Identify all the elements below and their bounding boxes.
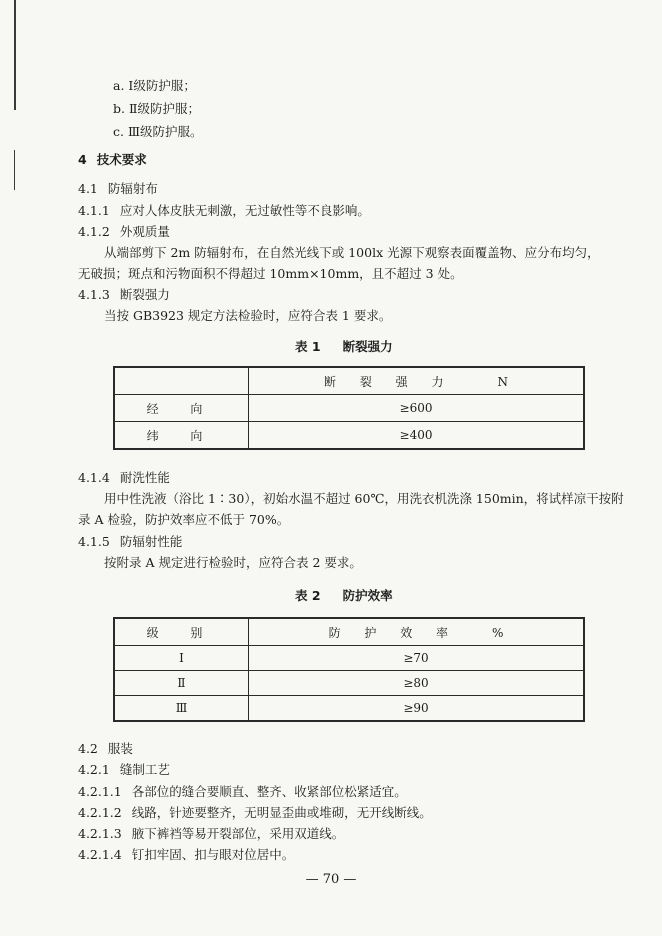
page-number: — 70 — <box>305 872 357 887</box>
row-value: ≥80 <box>249 671 585 696</box>
table-row <box>114 696 584 722</box>
clause-heading <box>78 762 170 778</box>
header-cell <box>114 367 249 395</box>
clause-number: 4.1.2 <box>78 224 110 239</box>
paragraph-line: 用中性洗液（浴比 1∶30），初始水温不超过 60℃，用洗衣机洗涤 150min，将试样凉干按附 <box>104 491 624 506</box>
list-item: b. Ⅱ级防护服； <box>113 101 200 116</box>
clause-title: 防辐射布 <box>107 181 158 196</box>
clause-number: 4.2.1.4 <box>78 847 122 862</box>
clause-number: 4.1.4 <box>78 470 110 485</box>
protection-efficiency-table <box>113 617 585 722</box>
table-row <box>114 395 584 422</box>
clause-number: 4.1.1 <box>78 203 110 218</box>
section-number: 4 <box>78 152 87 167</box>
clause-text: 钉扣牢固、扣与眼对位居中。 <box>131 847 295 862</box>
clause <box>78 805 432 821</box>
clause-title: 防辐射性能 <box>119 534 183 549</box>
section-title: 技术要求 <box>96 152 147 167</box>
clause-title: 缝制工艺 <box>119 762 170 777</box>
clause-number: 4.2 <box>78 741 98 756</box>
scan-edge-mark <box>14 0 16 110</box>
scan-edge-mark <box>14 150 15 190</box>
clause-number: 4.1.3 <box>78 287 110 302</box>
row-value: ≥90 <box>249 696 585 722</box>
table-row <box>114 671 584 696</box>
row-label: 纬 向 <box>114 422 249 450</box>
clause-heading <box>78 287 170 303</box>
table-header-row <box>114 367 584 395</box>
header-cell: 防 护 效 率 % <box>249 618 585 646</box>
table-row <box>114 422 584 450</box>
paragraph-line: 当按 GB3923 规定方法检验时，应符合表 1 要求。 <box>104 308 392 323</box>
clause <box>78 203 370 219</box>
clause-number: 4.1 <box>78 181 98 196</box>
table-title: 断裂强力 <box>342 339 393 354</box>
clause-number: 4.1.5 <box>78 534 110 549</box>
table-number: 表 1 <box>295 339 321 354</box>
row-value: ≥400 <box>249 422 585 450</box>
table-title: 防护效率 <box>342 588 393 603</box>
clause-number: 4.2.1.3 <box>78 826 122 841</box>
row-value: ≥600 <box>249 395 585 422</box>
clause-text: 各部位的缝合要顺直、整齐、收紧部位松紧适宜。 <box>131 784 407 799</box>
clause-title: 耐洗性能 <box>119 470 170 485</box>
list-item: c. Ⅲ级防护服。 <box>113 124 203 139</box>
paragraph-line: 无破损；斑点和污物面积不得超过 10mm×10mm，且不超过 3 处。 <box>78 266 463 281</box>
row-label: Ⅱ <box>114 671 249 696</box>
header-cell: 断 裂 强 力 N <box>249 367 585 395</box>
row-label: 经 向 <box>114 395 249 422</box>
clause-title: 外观质量 <box>119 224 170 239</box>
clause-heading <box>78 741 133 757</box>
clause-heading <box>78 181 158 197</box>
row-label: Ⅲ <box>114 696 249 722</box>
table-caption <box>295 586 393 604</box>
clause-heading <box>78 224 170 240</box>
clause-number: 4.2.1.2 <box>78 805 122 820</box>
paragraph-line: 从端部剪下 2m 防辐射布，在自然光线下或 100lx 光源下观察表面覆盖物、应分布均匀， <box>104 245 600 260</box>
clause-text: 腋下裤裆等易开裂部位，采用双道线。 <box>131 826 345 841</box>
clause-text: 应对人体皮肤无刺激，无过敏性等不良影响。 <box>119 203 370 218</box>
clause <box>78 847 294 863</box>
breaking-strength-table <box>113 366 585 450</box>
clause-number: 4.2.1 <box>78 762 110 777</box>
table-row <box>114 646 584 671</box>
clause-heading <box>78 534 182 550</box>
list-item: a. Ⅰ级防护服； <box>113 78 196 93</box>
section-heading <box>78 152 147 168</box>
table-header-row <box>114 618 584 646</box>
table-number: 表 2 <box>295 588 321 603</box>
row-value: ≥70 <box>249 646 585 671</box>
paragraph-line: 录 A 检验，防护效率应不低于 70%。 <box>78 512 290 527</box>
table-caption <box>295 337 393 355</box>
clause <box>78 826 344 842</box>
clause-title: 服装 <box>107 741 133 756</box>
clause-number: 4.2.1.1 <box>78 784 122 799</box>
clause-heading <box>78 470 170 486</box>
row-label: Ⅰ <box>114 646 249 671</box>
clause <box>78 784 407 800</box>
clause-title: 断裂强力 <box>119 287 170 302</box>
paragraph-line: 按附录 A 规定进行检验时，应符合表 2 要求。 <box>104 555 362 570</box>
header-cell: 级 别 <box>114 618 249 646</box>
clause-text: 线路，针迹要整齐，无明显歪曲或堆砌，无开线断线。 <box>131 805 432 820</box>
